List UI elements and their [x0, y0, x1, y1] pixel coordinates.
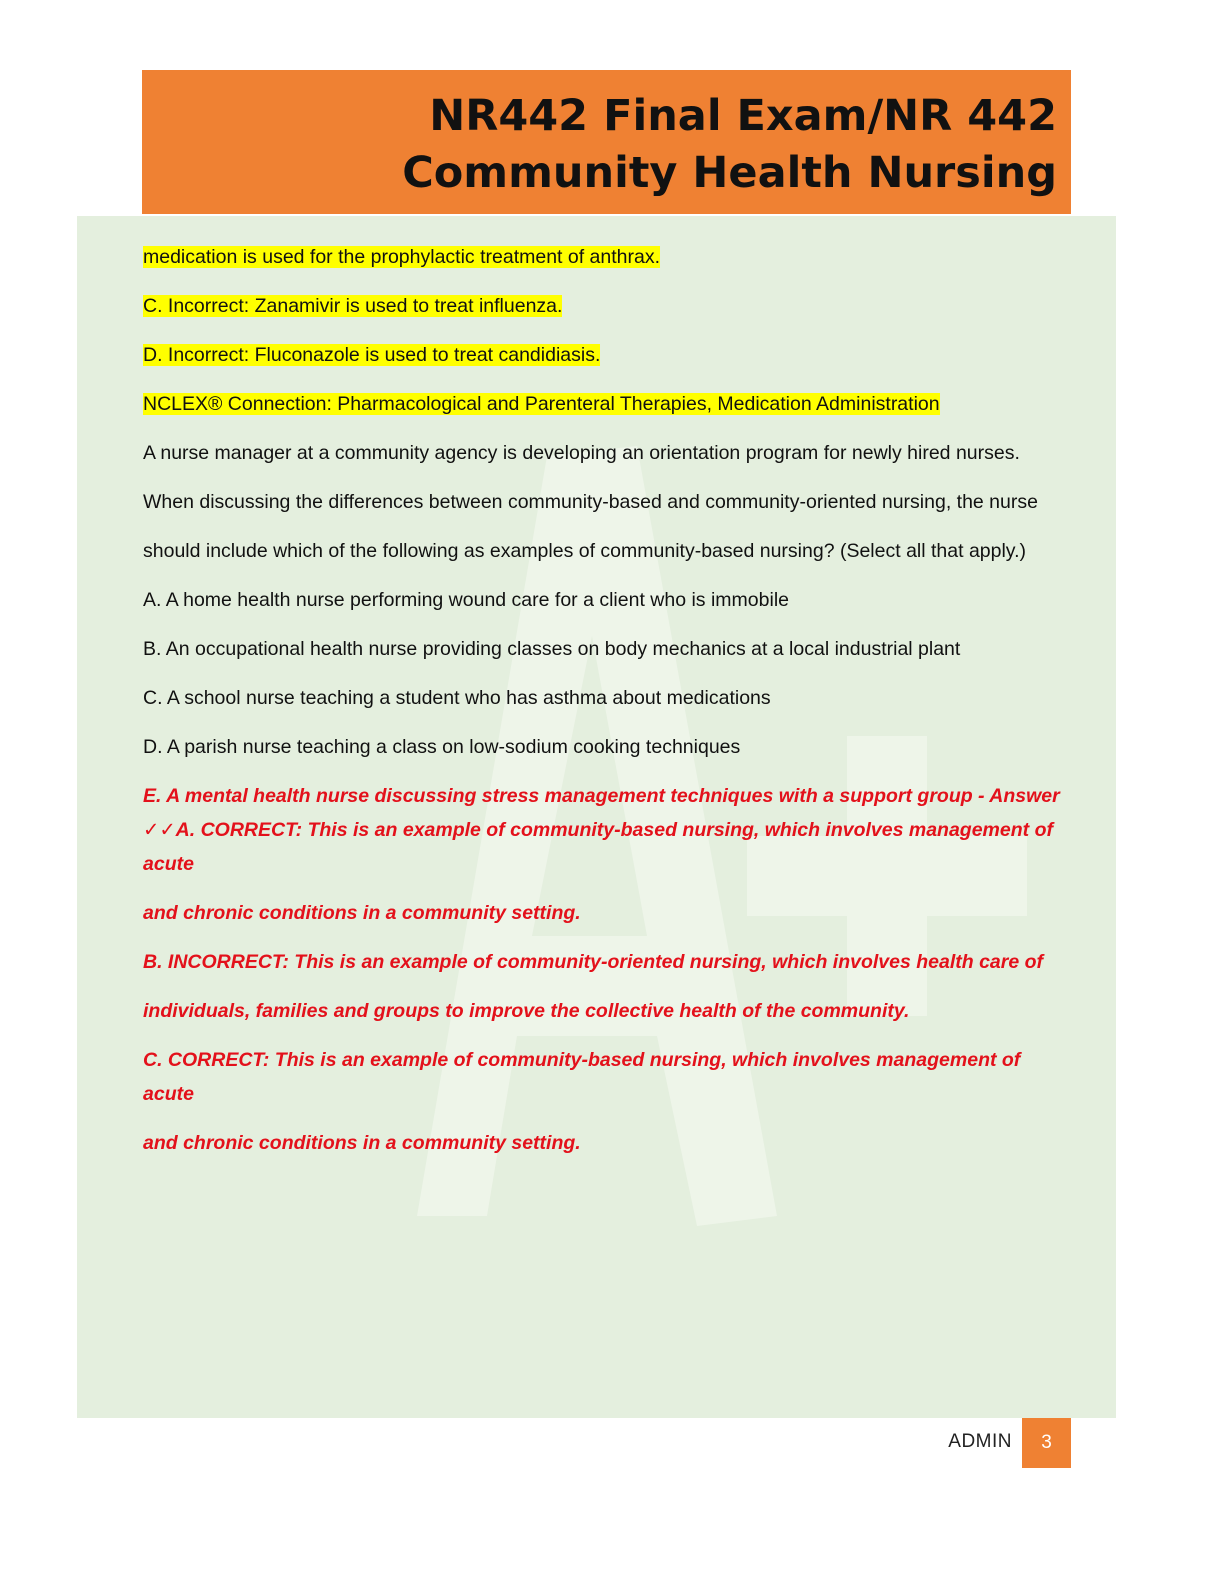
- highlighted-text: D. Incorrect: Fluconazole is used to treat candidiasis.: [143, 344, 601, 366]
- highlighted-line: [143, 240, 1073, 274]
- answer-rationale: B. INCORRECT: This is an example of community-oriented nursing, which involves health care of: [143, 951, 1044, 973]
- page-title: [402, 88, 1057, 202]
- question-paragraph: should include which of the following as examples of community-based nursing? (Select all that apply.): [143, 540, 1027, 562]
- document-body: [143, 240, 1073, 1175]
- title-line-2: Community Health Nursing: [402, 148, 1057, 198]
- answer-option: B. An occupational health nurse providing classes on body mechanics at a local industrial plant: [143, 638, 961, 660]
- footer-label: ADMIN: [948, 1431, 1012, 1452]
- highlighted-text: C. Incorrect: Zanamivir is used to treat influenza.: [143, 295, 563, 317]
- highlighted-line: [143, 387, 1073, 421]
- highlighted-line: [143, 289, 1073, 323]
- highlighted-text: medication is used for the prophylactic treatment of anthrax.: [143, 246, 661, 268]
- question-paragraph: A nurse manager at a community agency is developing an orientation program for newly hired nurses.: [143, 442, 1020, 464]
- question-paragraph: When discussing the differences between community-based and community-oriented nursing, the nurse: [143, 491, 1038, 513]
- answer-rationale: and chronic conditions in a community setting.: [143, 902, 581, 924]
- answer-rationale: E. A mental health nurse discussing stress management techniques with a support group - Answer ✓✓A. CORRECT: This is an example of community-based nursing, which involves management of acute: [143, 785, 1060, 875]
- highlighted-text: NCLEX® Connection: Pharmacological and Parenteral Therapies, Medication Administration: [143, 393, 940, 415]
- answer-rationale: and chronic conditions in a community setting.: [143, 1132, 581, 1154]
- answer-rationale: individuals, families and groups to improve the collective health of the community.: [143, 1000, 910, 1022]
- answer-option: A. A home health nurse performing wound care for a client who is immobile: [143, 589, 789, 611]
- header-banner: [142, 70, 1071, 214]
- answer-option: C. A school nurse teaching a student who has asthma about medications: [143, 687, 771, 709]
- highlighted-line: [143, 338, 1073, 372]
- page-number: 3: [1022, 1418, 1071, 1468]
- title-line-1: NR442 Final Exam/NR 442: [429, 91, 1057, 141]
- answer-rationale: C. CORRECT: This is an example of community-based nursing, which involves management of acute: [143, 1049, 1021, 1105]
- answer-option: D. A parish nurse teaching a class on low-sodium cooking techniques: [143, 736, 741, 758]
